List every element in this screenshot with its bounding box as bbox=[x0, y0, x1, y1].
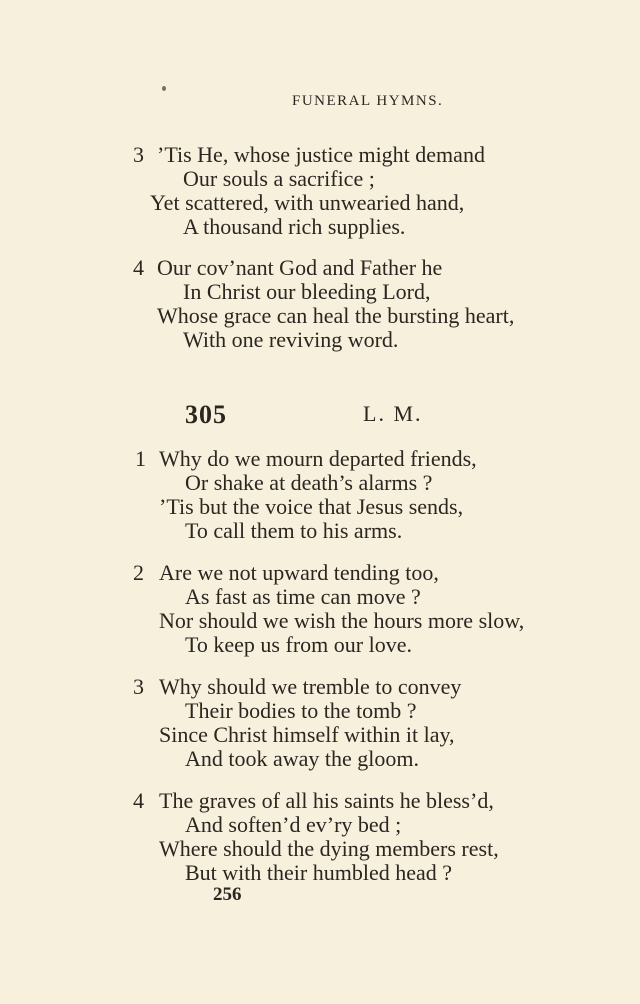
stanza-number: 3 bbox=[133, 142, 144, 167]
stanza-line: ’Tis but the voice that Jesus sends, bbox=[159, 494, 464, 519]
stanza-line: Their bodies to the tomb ? bbox=[185, 698, 417, 723]
stanza-line: Nor should we wish the hours more slow, bbox=[159, 608, 525, 633]
stanza-number: 3 bbox=[133, 674, 144, 699]
stanza-line: Our cov’nant God and Father he bbox=[157, 255, 443, 280]
page-number: 256 bbox=[213, 884, 242, 905]
stanza-line: But with their humbled head ? bbox=[185, 860, 452, 885]
stanza-line: ’Tis He, whose justice might demand bbox=[157, 142, 485, 167]
stanza-line: And took away the gloom. bbox=[185, 746, 420, 771]
stanza-line: Are we not upward tending too, bbox=[159, 560, 439, 585]
stanza-line: Why do we mourn departed friends, bbox=[159, 446, 477, 471]
stanza-line: In Christ our bleeding Lord, bbox=[183, 279, 431, 304]
stanza-line: Why should we tremble to convey bbox=[159, 674, 462, 699]
stanza-number: 1 bbox=[135, 446, 146, 471]
stanza-line: And soften’d ev’ry bed ; bbox=[185, 812, 402, 837]
stanza-line: Whose grace can heal the bursting heart, bbox=[157, 303, 515, 328]
stanza-line: Since Christ himself within it lay, bbox=[159, 722, 455, 747]
stanza-line: Or shake at death’s alarms ? bbox=[185, 470, 433, 495]
hymn-number: 305 bbox=[185, 400, 227, 429]
stanza-line: The graves of all his saints he bless’d, bbox=[159, 788, 494, 813]
ink-speck bbox=[162, 86, 166, 91]
running-header: FUNERAL HYMNS. bbox=[292, 93, 444, 109]
stanza-line: With one reviving word. bbox=[183, 327, 399, 352]
stanza-line: Yet scattered, with unwearied hand, bbox=[150, 190, 465, 215]
stanza-number: 2 bbox=[133, 560, 144, 585]
stanza-line: Our souls a sacrifice ; bbox=[183, 166, 375, 191]
stanza-line: A thousand rich supplies. bbox=[183, 214, 406, 239]
stanza-number: 4 bbox=[133, 255, 144, 280]
stanza-line: To keep us from our love. bbox=[185, 632, 412, 657]
stanza-line: As fast as time can move ? bbox=[185, 584, 421, 609]
stanza-line: To call them to his arms. bbox=[185, 518, 403, 543]
stanza-number: 4 bbox=[133, 788, 144, 813]
stanza-line: Where should the dying members rest, bbox=[159, 836, 499, 861]
hymn-meter: L. M. bbox=[363, 401, 423, 426]
